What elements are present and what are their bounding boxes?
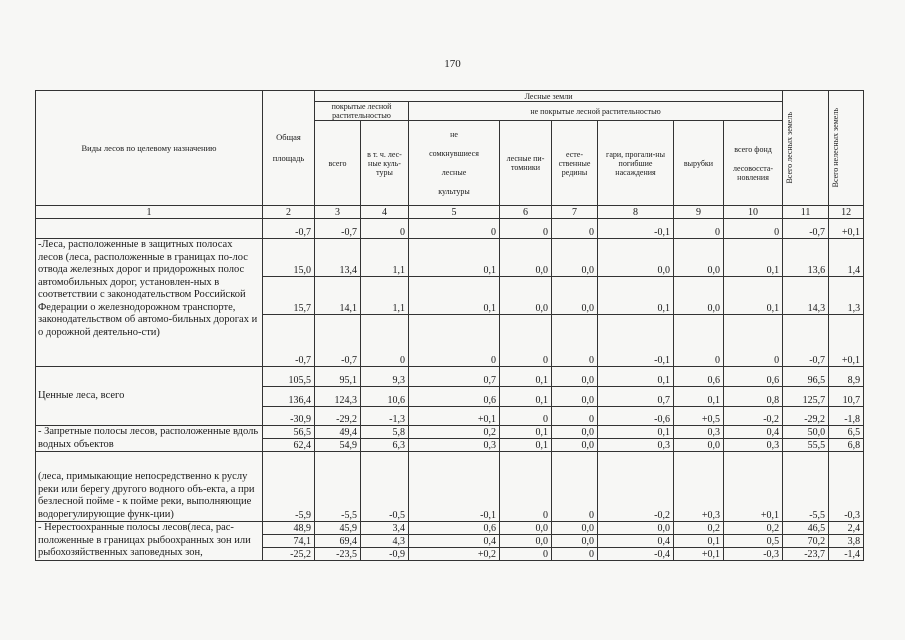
table-cell: -0,2 [724,407,783,426]
table-cell: -25,2 [263,547,315,560]
table-cell: 0 [361,315,409,367]
table-cell: 2,4 [829,522,864,535]
table-cell: -0,7 [783,219,829,239]
header-forest-type: Виды лесов по целевому назначению [36,91,263,206]
table-cell: 0,2 [674,522,724,535]
table-cell: 3,8 [829,534,864,547]
table-cell: 0 [500,219,552,239]
table-cell: 15,7 [263,277,315,315]
table-cell: 96,5 [783,367,829,387]
table-cell: 0,0 [552,239,598,277]
row-label [36,219,263,239]
table-cell: 48,9 [263,522,315,535]
table-cell: 0,0 [500,239,552,277]
table-cell: 6,3 [361,439,409,452]
table-cell: -0,7 [783,315,829,367]
header-cuttings: вырубки [674,121,724,206]
table-cell: 6,8 [829,439,864,452]
table-cell: 13,6 [783,239,829,277]
table-cell: 0,6 [674,367,724,387]
table-cell: 0 [409,315,500,367]
table-cell: 0,1 [674,387,724,407]
header-not-covered: не покрытые лесной растительностью [409,102,783,121]
table-cell: +0,1 [829,315,864,367]
table-cell: 6,5 [829,426,864,439]
table-cell: +0,5 [674,407,724,426]
table-cell: 0,7 [598,387,674,407]
table-cell: 0,2 [724,522,783,535]
table-cell: 0,0 [552,522,598,535]
table-cell: 10,7 [829,387,864,407]
table-cell: 0,0 [598,522,674,535]
header-burns: гари, прогали-ны погибшие насаждения [598,121,674,206]
table-cell: -5,9 [263,452,315,522]
column-numbers-row [36,206,864,219]
table-cell: 0 [500,315,552,367]
table-cell: -0,3 [829,452,864,522]
table-cell: 0,0 [552,426,598,439]
table-cell: -29,2 [315,407,361,426]
table-cell: 0,1 [500,387,552,407]
table-cell: 0 [552,452,598,522]
table-cell: 0 [552,407,598,426]
table-cell: -0,1 [598,315,674,367]
table-cell: 0,7 [409,367,500,387]
table-cell: 124,3 [315,387,361,407]
row-label-forbidden-strips: - Запретные полосы лесов, расположенные вдоль водных объектов [36,426,263,452]
table-cell: 0 [409,219,500,239]
table-cell: 15,0 [263,239,315,277]
table-cell: 50,0 [783,426,829,439]
row-label-spawning-strips: - Нерестоохранные полосы лесов(леса, рас-положенные в границах рыбоохранных зон или рыбохозяйственных заповедных зон, [36,522,263,561]
row-label-valuable-forests: Ценные леса, всего [36,367,263,426]
table-cell: 0,1 [724,277,783,315]
table-cell: -0,2 [598,452,674,522]
table-cell: 0,1 [674,534,724,547]
table-cell: 0,1 [500,426,552,439]
table-cell: 0 [724,219,783,239]
header-reforestation-fund: всего фонд лесовосста-новления [724,121,783,206]
forest-area-table [35,90,864,561]
table-cell: -1,4 [829,547,864,560]
table-cell: -1,3 [361,407,409,426]
table-cell: 54,9 [315,439,361,452]
table-cell: +0,1 [829,219,864,239]
table-cell: -0,7 [315,219,361,239]
table-cell: -0,9 [361,547,409,560]
table-cell: 0,0 [552,387,598,407]
table-cell: 0,4 [724,426,783,439]
table-cell: 0,1 [598,277,674,315]
table-cell: -0,3 [724,547,783,560]
table-cell: 0,0 [552,367,598,387]
table-cell: 0 [552,219,598,239]
col-number: 6 [500,206,552,219]
table-cell: 0,1 [409,277,500,315]
col-number: 1 [36,206,263,219]
table-cell: 0 [500,452,552,522]
table-cell: 0,0 [500,277,552,315]
table-cell: 0,1 [598,367,674,387]
table-cell: 0 [361,219,409,239]
table-cell: +0,1 [674,547,724,560]
table-cell: +0,1 [409,407,500,426]
table-cell: +0,3 [674,452,724,522]
row-label-protective-strips: -Леса, расположенные в защитных полосах лесов (леса, расположенные в границах по-лос отвода железных дорог и придорожных полос автомобильных дорог, установлен-ных в соответствии с законодательством Российской Федерации о железнодорожном транспорте, законодательством об автомо-бильных дорогах и о дорожной деятельно-сти) [36,239,263,367]
table-cell: -0,6 [598,407,674,426]
table-cell: 0,0 [674,439,724,452]
table-row [36,367,864,387]
header-covered-total: всего [315,121,361,206]
col-number: 5 [409,206,500,219]
table-cell: 45,9 [315,522,361,535]
table-cell: 3,4 [361,522,409,535]
table-cell: 125,7 [783,387,829,407]
table-cell: 0 [552,315,598,367]
table-row [36,426,864,439]
table-cell: 0,0 [500,534,552,547]
table-cell: 0,0 [552,439,598,452]
table-cell: 0,0 [500,522,552,535]
table-cell: 0,1 [500,439,552,452]
table-cell: 136,4 [263,387,315,407]
table-cell: 0,8 [724,387,783,407]
header-natural-glades: есте-ственные редины [552,121,598,206]
table-cell: 0,1 [500,367,552,387]
table-cell: 0,2 [409,426,500,439]
table-cell: -5,5 [783,452,829,522]
table-cell: 0,6 [409,387,500,407]
table-cell: 0,0 [552,277,598,315]
table-cell: 0,1 [598,426,674,439]
table-cell: -30,9 [263,407,315,426]
table-cell: 0,4 [409,534,500,547]
table-cell: 0 [674,219,724,239]
table-cell: 1,3 [829,277,864,315]
table-row [36,522,864,535]
table-cell: -0,7 [263,315,315,367]
table-cell: -5,5 [315,452,361,522]
table-cell: 0,5 [724,534,783,547]
table-cell: -0,1 [598,219,674,239]
table-cell: 0,1 [409,239,500,277]
header-nurseries: лесные пи-томники [500,121,552,206]
table-cell: 10,6 [361,387,409,407]
table-cell: 1,1 [361,277,409,315]
table-cell: 0,3 [409,439,500,452]
table-cell: 0 [552,547,598,560]
table-cell: 46,5 [783,522,829,535]
table-cell: 1,4 [829,239,864,277]
table-row [36,452,864,522]
table-cell: 4,3 [361,534,409,547]
table-cell: 0,0 [674,239,724,277]
table-cell: 70,2 [783,534,829,547]
table-cell: -23,5 [315,547,361,560]
header-forest-cultures: в т. ч. лес-ные куль-туры [361,121,409,206]
table-cell: 0,3 [724,439,783,452]
col-number: 10 [724,206,783,219]
col-number: 7 [552,206,598,219]
table-cell: 0 [724,315,783,367]
table-cell: -0,5 [361,452,409,522]
col-number: 11 [783,206,829,219]
table-cell: 0,0 [552,534,598,547]
table-cell: 9,3 [361,367,409,387]
table-cell: 74,1 [263,534,315,547]
table-cell: -0,7 [263,219,315,239]
table-cell: 55,5 [783,439,829,452]
col-number: 9 [674,206,724,219]
table-cell: 0 [674,315,724,367]
table-cell: 14,3 [783,277,829,315]
row-label-forbidden-strips-note: (леса, примыкающие непосредственно к руслу реки или берегу другого водного объ-екта, а при безлесной пойме - к пойме реки, выполняющие водорегулирующие функ-ции) [36,452,263,522]
table-cell: 0,6 [724,367,783,387]
header-covered: покрытые лесной растительностью [315,102,409,121]
col-number: 12 [829,206,864,219]
table-cell: 105,5 [263,367,315,387]
table-cell: -0,1 [409,452,500,522]
table-row [36,239,864,277]
table-cell: -0,7 [315,315,361,367]
table-cell: -0,4 [598,547,674,560]
table-cell: 49,4 [315,426,361,439]
page-number: 170 [444,58,461,70]
table-cell: 0,0 [674,277,724,315]
table-cell: 0,1 [724,239,783,277]
col-number: 2 [263,206,315,219]
table-cell: 69,4 [315,534,361,547]
table-cell: 0,0 [598,239,674,277]
col-number: 4 [361,206,409,219]
table-cell: -29,2 [783,407,829,426]
table-cell: 8,9 [829,367,864,387]
col-number: 3 [315,206,361,219]
table-cell: -23,7 [783,547,829,560]
table-row [36,219,864,239]
table-cell: 0,6 [409,522,500,535]
header-unclosed-cultures: не сомкнувшиеся лесные культуры [409,121,500,206]
table-cell: 56,5 [263,426,315,439]
table-cell: 0 [500,547,552,560]
table-cell: 0,3 [674,426,724,439]
table-cell: 0,3 [598,439,674,452]
table-cell: 95,1 [315,367,361,387]
table-cell: 5,8 [361,426,409,439]
table-cell: 0 [500,407,552,426]
header-total-forest-lands: Всего лесных земель [783,91,829,206]
table-cell: +0,2 [409,547,500,560]
table-cell: 1,1 [361,239,409,277]
header-total-nonforest-lands: Всего нелесных земель [829,91,864,206]
header-total-area: Общая площадь [263,91,315,206]
table-cell: 62,4 [263,439,315,452]
header-forest-lands: Лесные земли [315,91,783,102]
col-number: 8 [598,206,674,219]
table-cell: 0,4 [598,534,674,547]
table-cell: 13,4 [315,239,361,277]
table-cell: -1,8 [829,407,864,426]
table-cell: 14,1 [315,277,361,315]
table-cell: +0,1 [724,452,783,522]
